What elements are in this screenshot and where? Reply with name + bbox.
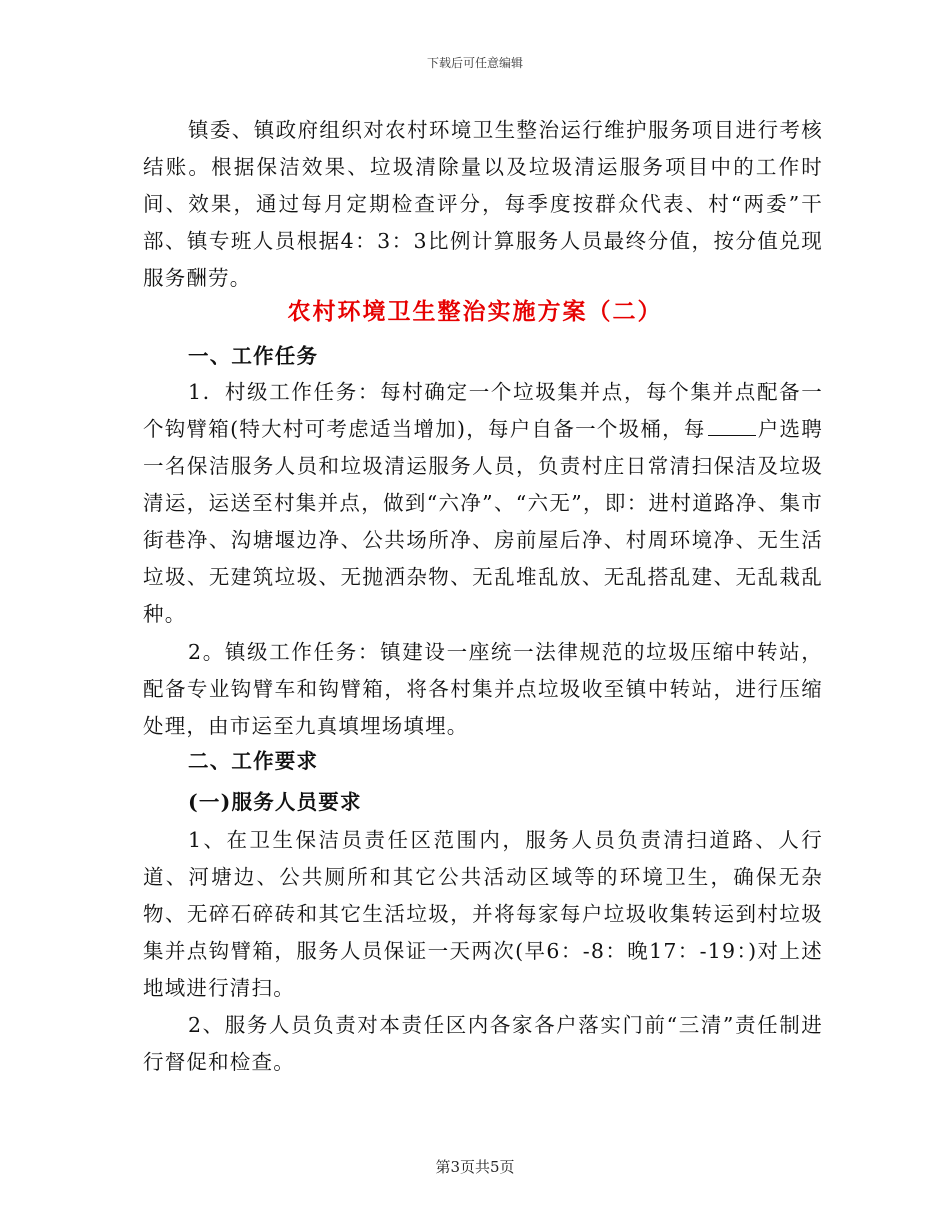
blank-underline [708,417,756,436]
paragraph-assessment: 镇委、镇政府组织对农村环境卫生整治运行维护服务项目进行考核结账。根据保洁效果、垃圾清除量以及垃圾清运服务项目中的工作时间、效果，通过每月定期检查评分，每季度按群众代表、村“两委”干部、镇专班人员根据4：3：3比例计算服务人员最终分值，按分值兑现服务酬劳。 [143,118,823,290]
village-tasks-text-start: 1．村级工作任务：每村确定一个垃圾集并点，每个集并点配备一个钩臂箱(特大村可考虑适当增加)，每户自备一个圾桶，每 [143,380,823,441]
paragraph-supervision: 2、服务人员负责对本责任区内各家各户落实门前“三清”责任制进行督促和检查。 [143,1013,823,1074]
paragraph-cleaning-duties: 1、在卫生保洁员责任区范围内，服务人员负责清扫道路、人行道、河塘边、公共厕所和其它公共活动区域等的环境卫生，确保无杂物、无碎石碎砖和其它生活垃圾，并将每家每户垃圾收集转运到村垃圾集并点钩臂箱，服务人员保证一天两次(早6：-8：晚17：-19：)对上述地域进行清扫。 [143,828,823,1000]
paragraph-town-tasks: 2。镇级工作任务：镇建设一座统一法律规范的垃圾压缩中转站，配备专业钩臂车和钩臂箱，将各村集并点垃圾收至镇中转站，进行压缩处理，由市运至九真填埋场填埋。 [143,640,823,738]
header-note: 下载后可任意编辑 [426,56,523,70]
village-tasks-text-end: 户选聘一名保洁服务人员和垃圾清运服务人员，负责村庄日常清扫保洁及垃圾清运，运送至村集并点，做到“六净”、“六无”，即：进村道路净、集市街巷净、沟塘堰边净、公共场所净、房前屋后净、村周环境净、无生活垃圾、无建筑垃圾、无抛洒杂物、无乱堆乱放、无乱搭乱建、无乱栽乱种。 [143,417,823,626]
page-number: 第3页共5页 [435,1158,515,1176]
heading-staff-requirements: (一)服务人员要求 [188,790,362,814]
document-title: 农村环境卫生整治实施方案（二） [287,298,663,325]
heading-work-requirements: 二、工作要求 [188,749,319,773]
heading-work-tasks: 一、工作任务 [188,344,319,368]
paragraph-village-tasks [143,374,823,633]
